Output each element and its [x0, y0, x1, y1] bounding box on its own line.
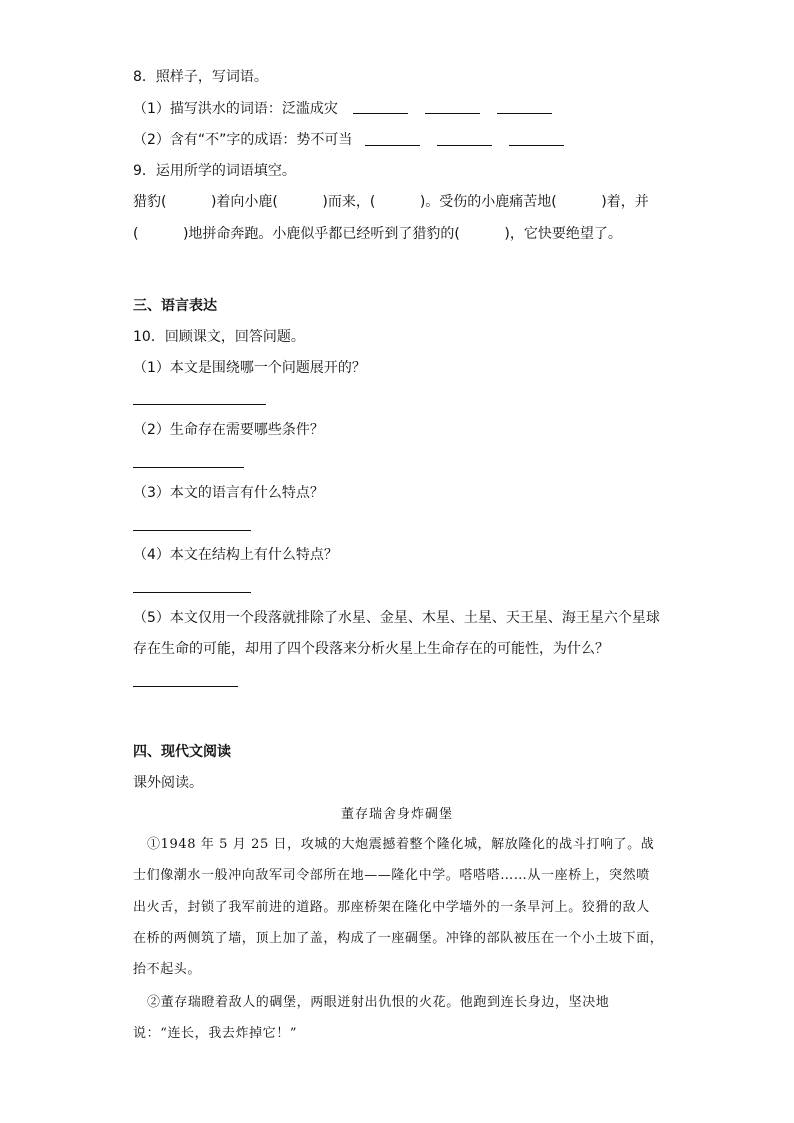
- q8-item2-blank-2[interactable]: [437, 145, 492, 146]
- q10-2: （2）生命存在需要哪些条件？: [133, 422, 324, 438]
- story-p2-line2: 说：“连长，我去炸掉它！”: [133, 1026, 298, 1041]
- q10-5-line1: （5）本文仅用一个段落就排除了水星、金星、木星、土星、天王星、海王星六个星球: [133, 610, 660, 626]
- q8-item2: [133, 130, 352, 150]
- q8-item2-blank-1[interactable]: [365, 145, 420, 146]
- q10-5-line2: 存在生命的可能，却用了四个段落来分析火星上生命存在的可能性，为什么？: [133, 641, 609, 657]
- q10-1: （1）本文是围绕哪一个问题展开的？: [133, 360, 366, 376]
- q10-3-answer-line[interactable]: [133, 530, 251, 531]
- q10-3: （3）本文的语言有什么特点？: [133, 485, 324, 501]
- story-title: 董存瑞舍身炸碉堡: [341, 807, 454, 822]
- section4-intro: 课外阅读。: [133, 775, 203, 791]
- q10-4-answer-line[interactable]: [133, 592, 251, 593]
- q10-1-answer-line[interactable]: [133, 404, 266, 405]
- q8-item1: [133, 99, 338, 119]
- q10-title: 10．回顾课文，回答问题。: [133, 329, 305, 345]
- q9-line1: 猎豹( )着向小鹿( )而来，( )。受伤的小鹿痛苦地( )着，并: [133, 194, 649, 210]
- q8-item2-blank-3[interactable]: [509, 145, 564, 146]
- story-p1-line2: 士们像潮水一般冲向敌军司令部所在地——隆化中学。嗒嗒嗒……从一座桥上，突然喷: [133, 868, 650, 883]
- q8-item1-blank-3[interactable]: [497, 113, 552, 114]
- q9-title: 9．运用所学的词语填空。: [133, 163, 296, 179]
- q10-2-answer-line[interactable]: [133, 467, 244, 468]
- story-p2-line1: ②董存瑞瞪着敌人的碉堡，两眼迸射出仇恨的火花。他跑到连长身边，坚决地: [147, 995, 610, 1010]
- q8-item1-blank-2[interactable]: [425, 113, 480, 114]
- q8-item1-text: （1）描写洪水的词语：泛滥成灾: [133, 101, 338, 117]
- story-p1-line3: 出火舌，封锁了我军前进的道路。那座桥架在隆化中学墙外的一条旱河上。狡猾的敌人: [133, 900, 650, 915]
- section4-heading: 四、现代文阅读: [133, 744, 231, 760]
- story-p1-line4: 在桥的两侧筑了墙，顶上加了盖，构成了一座碉堡。冲锋的部队被压在一个小土坡下面，: [133, 931, 664, 946]
- q10-5-answer-line[interactable]: [133, 686, 238, 687]
- q8-item2-text: （2）含有“不”字的成语：势不可当: [133, 132, 353, 148]
- q10-4: （4）本文在结构上有什么特点？: [133, 547, 338, 563]
- q8-item1-blank-1[interactable]: [353, 113, 408, 114]
- story-p1-line1: ①1948 年 5 月 25 日，攻城的大炮震撼着整个隆化城，解放隆化的战斗打响了。战: [147, 837, 655, 852]
- section3-heading: 三、语言表达: [133, 298, 217, 314]
- q9-line2: ( )地拼命奔跑。小鹿似乎都已经听到了猎豹的( )，它快要绝望了。: [133, 226, 622, 242]
- story-p1-line5: 抬不起头。: [133, 962, 202, 977]
- q8-title: 8．照样子，写词语。: [133, 69, 268, 85]
